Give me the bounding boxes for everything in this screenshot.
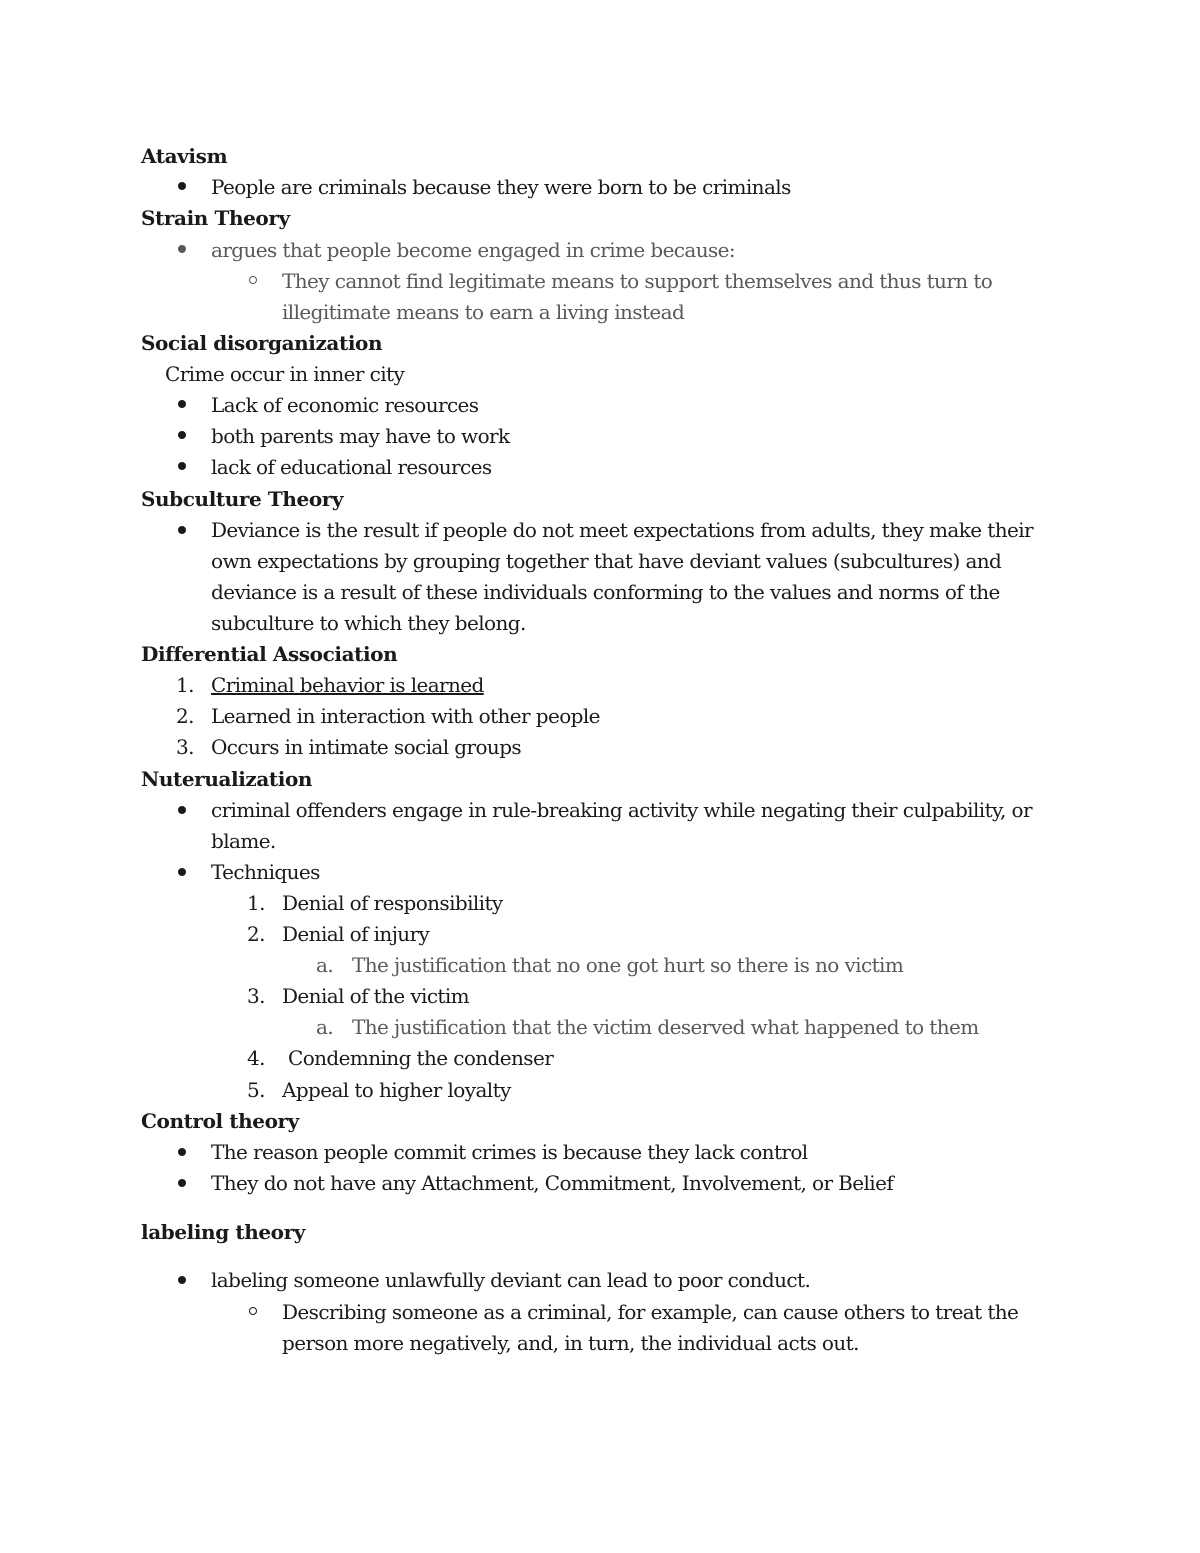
technique-2: Denial of injury (282, 922, 430, 946)
heading-strain-theory: Strain Theory (141, 206, 290, 230)
list-number: 5. (247, 1078, 265, 1102)
atavism-bullet: People are criminals because they were born to be criminals (211, 175, 791, 199)
bullet-circle-icon (249, 1307, 257, 1315)
social-bullet-1: Lack of economic resources (211, 393, 479, 417)
subculture-line-1: Deviance is the result if people do not meet expectations from adults, they make their (211, 518, 1033, 542)
list-number: 1. (247, 891, 265, 915)
heading-subculture-theory: Subculture Theory (141, 487, 344, 511)
social-intro: Crime occur in inner city (165, 362, 405, 386)
neutral-bullet-1-line-2: blame. (211, 829, 276, 853)
bullet-dot-icon (178, 1276, 186, 1284)
heading-differential-association: Differential Association (141, 642, 398, 666)
list-number: 3. (247, 984, 265, 1008)
list-number: 2. (247, 922, 265, 946)
heading-control-theory: Control theory (141, 1109, 299, 1133)
subculture-line-3: deviance is a result of these individuals conforming to the values and norms of the (211, 580, 1000, 604)
subculture-line-4: subculture to which they belong. (211, 611, 526, 635)
heading-atavism: Atavism (141, 144, 228, 168)
social-bullet-3: lack of educational resources (211, 455, 492, 479)
bullet-dot-icon (178, 245, 186, 253)
labeling-bullet: labeling someone unlawfully deviant can lead to poor conduct. (211, 1268, 811, 1292)
neutral-bullet-2: Techniques (211, 860, 320, 884)
list-number: 3. (176, 735, 194, 759)
labeling-sub-line-1: Describing someone as a criminal, for example, can cause others to treat the (282, 1300, 1019, 1324)
bullet-dot-icon (178, 806, 186, 814)
heading-social-disorganization: Social disorganization (141, 331, 383, 355)
bullet-dot-icon (178, 431, 186, 439)
strain-sub-line-2: illegitimate means to earn a living instead (282, 300, 685, 324)
strain-sub-line-1: They cannot find legitimate means to support themselves and thus turn to (282, 269, 993, 293)
strain-bullet: argues that people become engaged in crime because: (211, 238, 736, 262)
heading-neutralization: Nuterualization (141, 767, 313, 791)
labeling-sub-line-2: person more negatively, and, in turn, the individual acts out. (282, 1331, 859, 1355)
bullet-circle-icon (249, 276, 257, 284)
bullet-dot-icon (178, 526, 186, 534)
bullet-dot-icon (178, 462, 186, 470)
differential-item-3: Occurs in intimate social groups (211, 735, 522, 759)
list-letter: a. (316, 953, 334, 977)
technique-3: Denial of the victim (282, 984, 470, 1008)
social-bullet-2: both parents may have to work (211, 424, 510, 448)
list-number: 1. (176, 673, 194, 697)
control-bullet-2: They do not have any Attachment, Commitment, Involvement, or Belief (211, 1171, 894, 1195)
list-letter: a. (316, 1015, 334, 1039)
bullet-dot-icon (178, 1148, 186, 1156)
subculture-line-2: own expectations by grouping together that have deviant values (subcultures) and (211, 549, 1002, 573)
list-number: 2. (176, 704, 194, 728)
technique-5: Appeal to higher loyalty (282, 1078, 511, 1102)
bullet-dot-icon (178, 182, 186, 190)
differential-item-2: Learned in interaction with other people (211, 704, 600, 728)
list-number: 4. (247, 1046, 265, 1070)
technique-1: Denial of responsibility (282, 891, 503, 915)
heading-labeling-theory: labeling theory (141, 1220, 305, 1244)
technique-4: Condemning the condenser (288, 1046, 554, 1070)
neutral-bullet-1-line-1: criminal offenders engage in rule-breaking activity while negating their culpability, or (211, 798, 1032, 822)
technique-2-sub: The justification that no one got hurt so there is no victim (352, 953, 904, 977)
bullet-dot-icon (178, 400, 186, 408)
bullet-dot-icon (178, 1179, 186, 1187)
differential-item-1: Criminal behavior is learned (211, 673, 484, 697)
bullet-dot-icon (178, 868, 186, 876)
technique-3-sub: The justification that the victim deserved what happened to them (352, 1015, 979, 1039)
control-bullet-1: The reason people commit crimes is because they lack control (211, 1140, 808, 1164)
